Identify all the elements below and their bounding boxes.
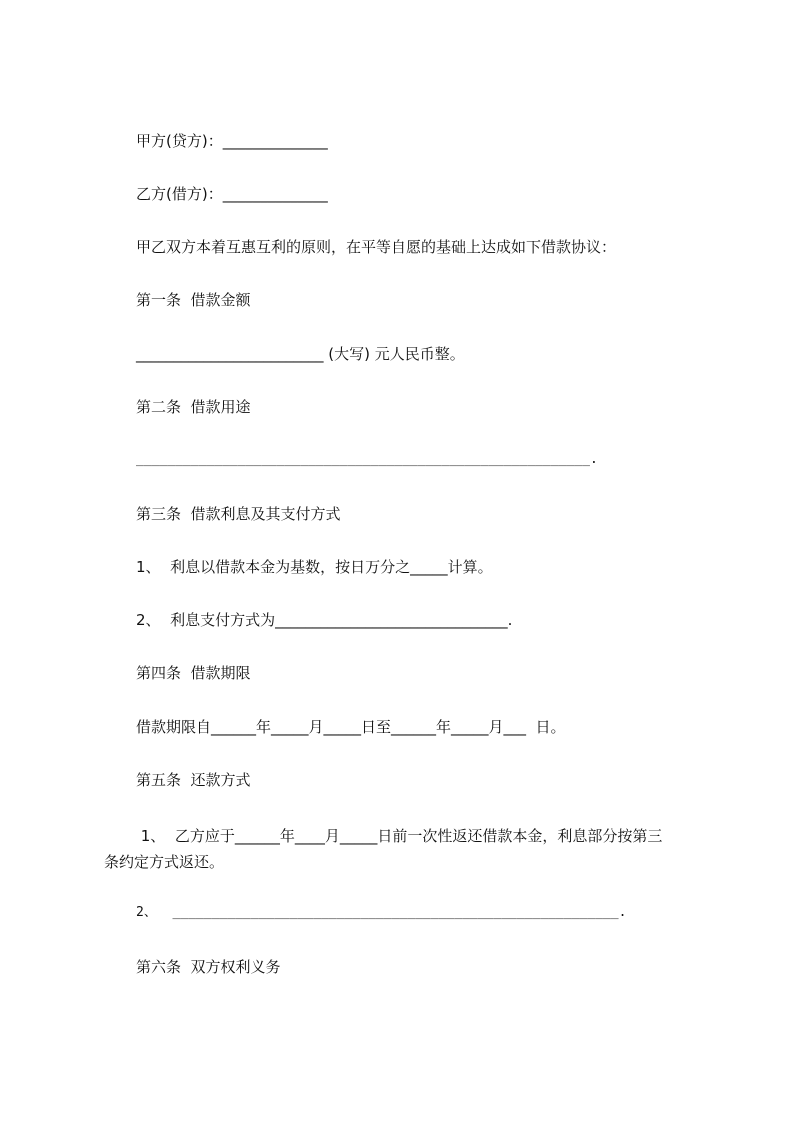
article-6-heading: 第六条 双方权利义务	[136, 958, 281, 976]
repayment-clause-1: 1、 乙方应于______年____月_____日前一次性返还借款本金，利息部分按第三	[136, 827, 663, 845]
interest-payment-clause: 2、 利息支付方式为_______________________________.	[136, 611, 513, 629]
article-2-heading: 第二条 借款用途	[136, 398, 251, 416]
interest-rate-clause: 1、 利息以借款本金为基数，按日万分之_____计算。	[136, 558, 493, 576]
article-4-heading: 第四条 借款期限	[136, 664, 251, 682]
article-5-heading: 第五条 还款方式	[136, 771, 251, 789]
article-3-heading: 第三条 借款利息及其支付方式	[136, 505, 341, 523]
loan-term-line: 借款期限自______年_____月_____日至______年_____月___ 日。	[136, 718, 566, 736]
loan-amount-line: _________________________ (大写) 元人民币整。	[136, 345, 465, 363]
repayment-clause-1-continued: 条约定方式返还。	[104, 853, 225, 871]
party-b-line: 乙方(借方)：______________	[136, 185, 328, 203]
loan-purpose-line: __________________________________________________________.	[136, 452, 598, 467]
repayment-clause-2: 2、 _________________________________________________________.	[136, 905, 627, 920]
article-1-heading: 第一条 借款金额	[136, 291, 251, 309]
agreement-intro: 甲乙双方本着互惠互利的原则，在平等自愿的基础上达成如下借款协议：	[136, 238, 617, 256]
party-a-line: 甲方(贷方)：______________	[136, 132, 328, 150]
